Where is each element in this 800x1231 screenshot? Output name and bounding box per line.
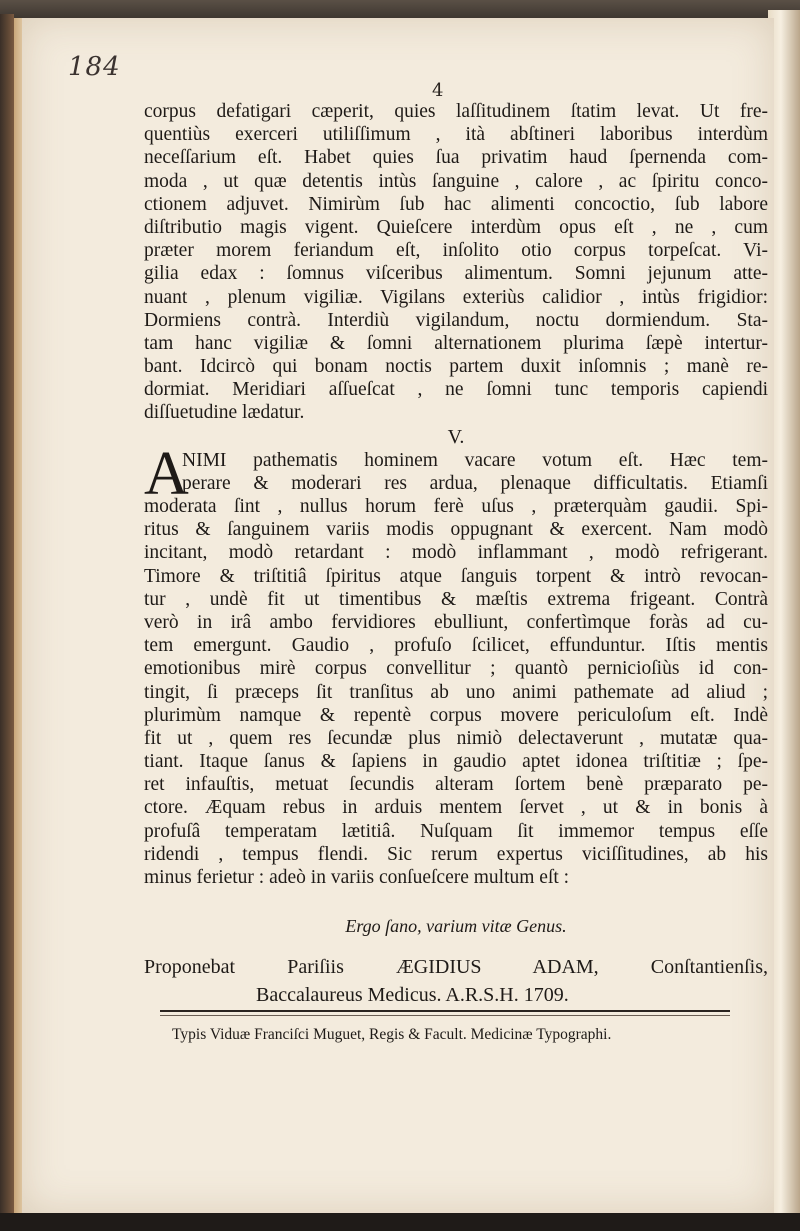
divider-rule-thin	[160, 1015, 730, 1016]
text-line: quentiùs exerceri utiliſſimum , ità abſtineri laboribus interdùm	[144, 124, 768, 146]
text-line: ridendi , tempus flendi. Sic rerum expertus viciſſitudines, ab his	[144, 843, 768, 865]
text-line: corpus defatigari cæperit, quies laſſitudinem ſtatim levat. Ut fre-	[144, 101, 768, 122]
printer-imprint: Typis Viduæ Franciſci Muguet, Regis & Facult. Medicinæ Typographi.	[172, 1026, 612, 1043]
divider-rule	[160, 1010, 730, 1012]
text-line: NIMI pathematis hominem vacare votum eſt. Hæc tem-	[182, 449, 768, 471]
text-line: moda , ut quæ detentis intùs ſanguine , calore , ac ſpiritu conco-	[144, 170, 768, 192]
text-line: præter morem feriandum eſt, inſolito otio corpus torpeſcat. Vi-	[144, 240, 768, 262]
section-heading: V.	[447, 425, 465, 448]
text-line: tur , undè fit ut timentibus & mæſtis extrema frigeant. Contrà	[144, 588, 768, 610]
text-body	[144, 100, 768, 1009]
text-line: moderata ſint , nullus horum ferè uſus , præterquàm gaudii. Spi-	[144, 496, 768, 517]
text-line: tem emergunt. Gaudio , profuſo ſcilicet, effunduntur. Iſtis mentis	[144, 635, 768, 657]
text-line: dormiat. Meridiari aſſueſcat , ne ſomni tunc temporis capiendi	[144, 379, 768, 401]
text-line: ctore. Æquam rebus in arduis mentem ſervet , ut & in bonis à	[144, 797, 768, 819]
signature-line-1: Proponebat Pariſiis ÆGIDIUS ADAM, Conſtantienſis,	[144, 956, 768, 979]
text-line: perare & moderari res ardua, plenaque difficultatis. Etiamſi	[182, 472, 768, 494]
text-line: profuſâ temperatam lætitiâ. Nuſquam ſit immemor tempus eſſe	[144, 820, 768, 842]
text-line: ret infauſtis, metuat ſecundis alteram ſortem benè præparato pe-	[144, 774, 768, 796]
text-line: ctionem adjuvet. Nimirùm ſub hac alimenti concoctio, ſub labore	[144, 193, 768, 215]
paragraph-1	[144, 100, 768, 425]
handwritten-folio: 184	[68, 52, 121, 82]
book-binding	[0, 14, 14, 1231]
text-line: gilia edax : ſomnus viſceribus alimentum. Somni jejunum atte-	[144, 263, 768, 285]
text-line: emotionibus mirè corpus convellitur ; quantò pernicioſiùs id con-	[144, 658, 768, 680]
motto: Ergo ſano, varium vitæ Genus.	[345, 916, 567, 937]
text-line: nuant , plenum vigiliæ. Vigilans exteriùs calidior , intùs frigidior:	[144, 286, 768, 308]
text-line: bant. Idcircò qui bonam noctis partem duxit inſomnis ; manè re-	[144, 356, 768, 378]
text-line: verò in irâ ambo fervidiores ebulliunt, confertìmque foràs ad cu-	[144, 611, 768, 633]
text-line: minus ferietur : adeò in variis conſueſcere multum eſt :	[144, 867, 570, 888]
text-line: ritus & ſanguinem variis modis oppugnant & exercent. Nam modò	[144, 519, 768, 541]
text-line: tam hanc vigiliæ & ſomni alternationem plurima ſæpè intertur-	[144, 332, 768, 354]
bottom-edge	[0, 1213, 800, 1231]
text-line: plurimùm namque & repentè corpus movere periculoſum eſt. Indè	[144, 704, 768, 726]
text-line: incitant, modò retardant : modò inflammant , modò refrigerant.	[144, 542, 768, 564]
drop-cap: A	[144, 439, 189, 508]
text-line: tiant. Itaque ſanus & ſapiens in gaudio aptet idonea triſtitiæ ; ſpe-	[144, 751, 768, 773]
text-line: diſſuetudine lædatur.	[144, 402, 305, 424]
page-number: 4	[432, 80, 444, 101]
text-line: neceſſarium eſt. Habet quies ſua privatim haud ſpernenda com-	[144, 147, 768, 169]
text-line: diſtributio magis vigent. Quieſcere interdùm opus eſt , ne , cum	[144, 216, 768, 238]
text-line: fit ut , quem res ſecundæ plus nimiò delectaverunt , mutatæ qua-	[144, 727, 768, 749]
text-line: Dormiens contrà. Interdiù vigilandum, noctu dormiendum. Sta-	[144, 309, 768, 331]
text-line: tingit, ſi præceps ſit tranſitus ab uno animi pathemate ad aliud ;	[144, 681, 768, 703]
text-line: Timore & triſtitiâ ſpiritus atque ſanguis torpent & intrò revocan-	[144, 565, 768, 587]
top-edge	[0, 0, 800, 20]
signature-line-2: Baccalaureus Medicus. A.R.S.H. 1709.	[256, 984, 569, 1007]
paragraph-2	[144, 495, 768, 889]
